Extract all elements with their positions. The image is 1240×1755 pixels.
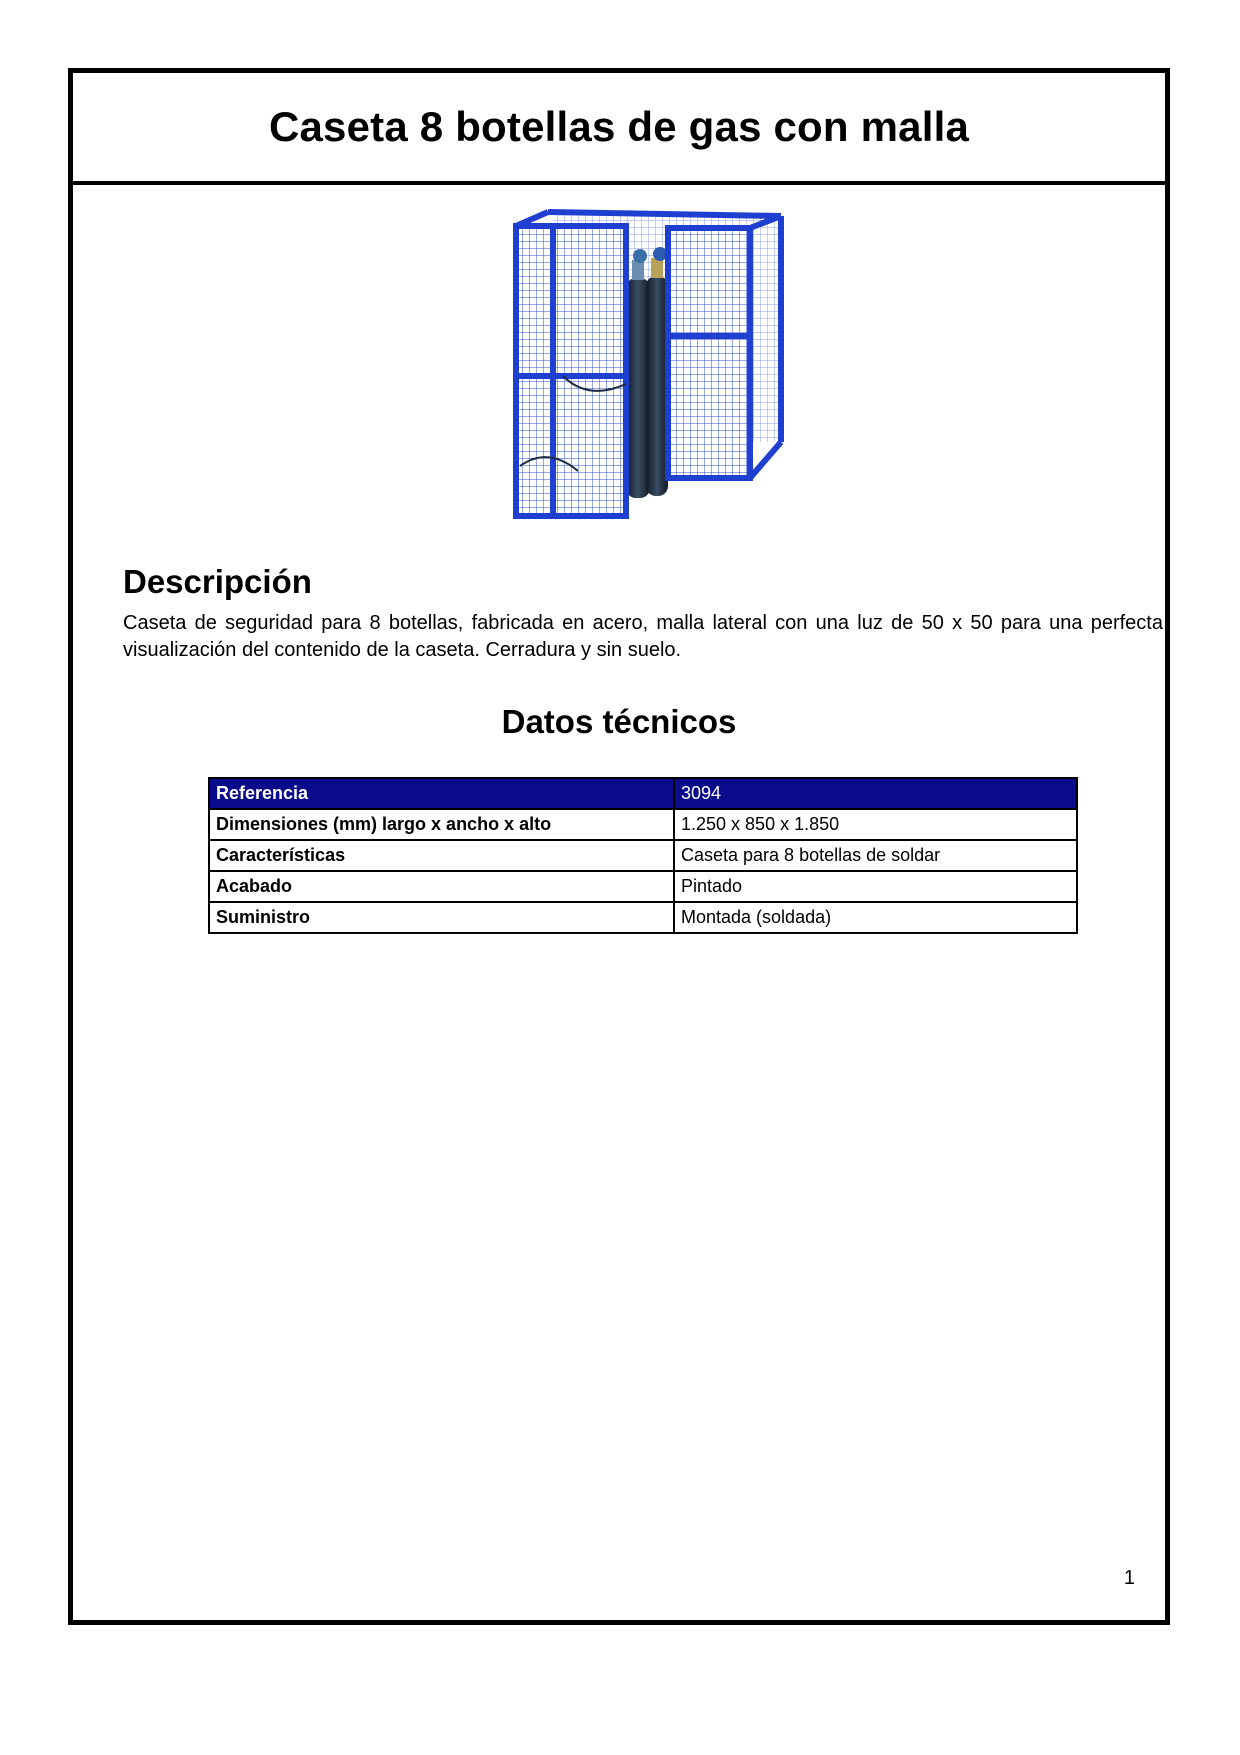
- spec-label: Referencia: [209, 778, 674, 809]
- spec-value: Pintado: [674, 871, 1077, 902]
- description-heading: Descripción: [123, 563, 312, 600]
- spec-label: Acabado: [209, 871, 674, 902]
- table-row: [209, 902, 1077, 933]
- specs-heading: Datos técnicos: [501, 703, 737, 740]
- spec-value: Montada (soldada): [674, 902, 1077, 933]
- table-row: [209, 809, 1077, 840]
- table-row: [209, 871, 1077, 902]
- spec-label: Características: [209, 840, 674, 871]
- title-band: [73, 73, 1165, 185]
- spec-value: Caseta para 8 botellas de soldar: [674, 840, 1077, 871]
- product-image: [508, 206, 790, 524]
- spec-label: Suministro: [209, 902, 674, 933]
- spec-label: Dimensiones (mm) largo x ancho x alto: [209, 809, 674, 840]
- page-number: 1: [1123, 1567, 1135, 1589]
- spec-value: 1.250 x 850 x 1.850: [674, 809, 1077, 840]
- spec-value: 3094: [674, 778, 1077, 809]
- description-text: Caseta de seguridad para 8 botellas, fabricada en acero, malla lateral con una luz de 50 x 50 para una perfecta visualización del contenido de la caseta. Cerradura y sin suelo.: [123, 612, 1163, 661]
- table-row: [209, 840, 1077, 871]
- page-title: Caseta 8 botellas de gas con malla: [268, 103, 970, 150]
- table-row: [209, 778, 1077, 809]
- specs-table: [208, 777, 1078, 934]
- page-frame: [68, 68, 1170, 1625]
